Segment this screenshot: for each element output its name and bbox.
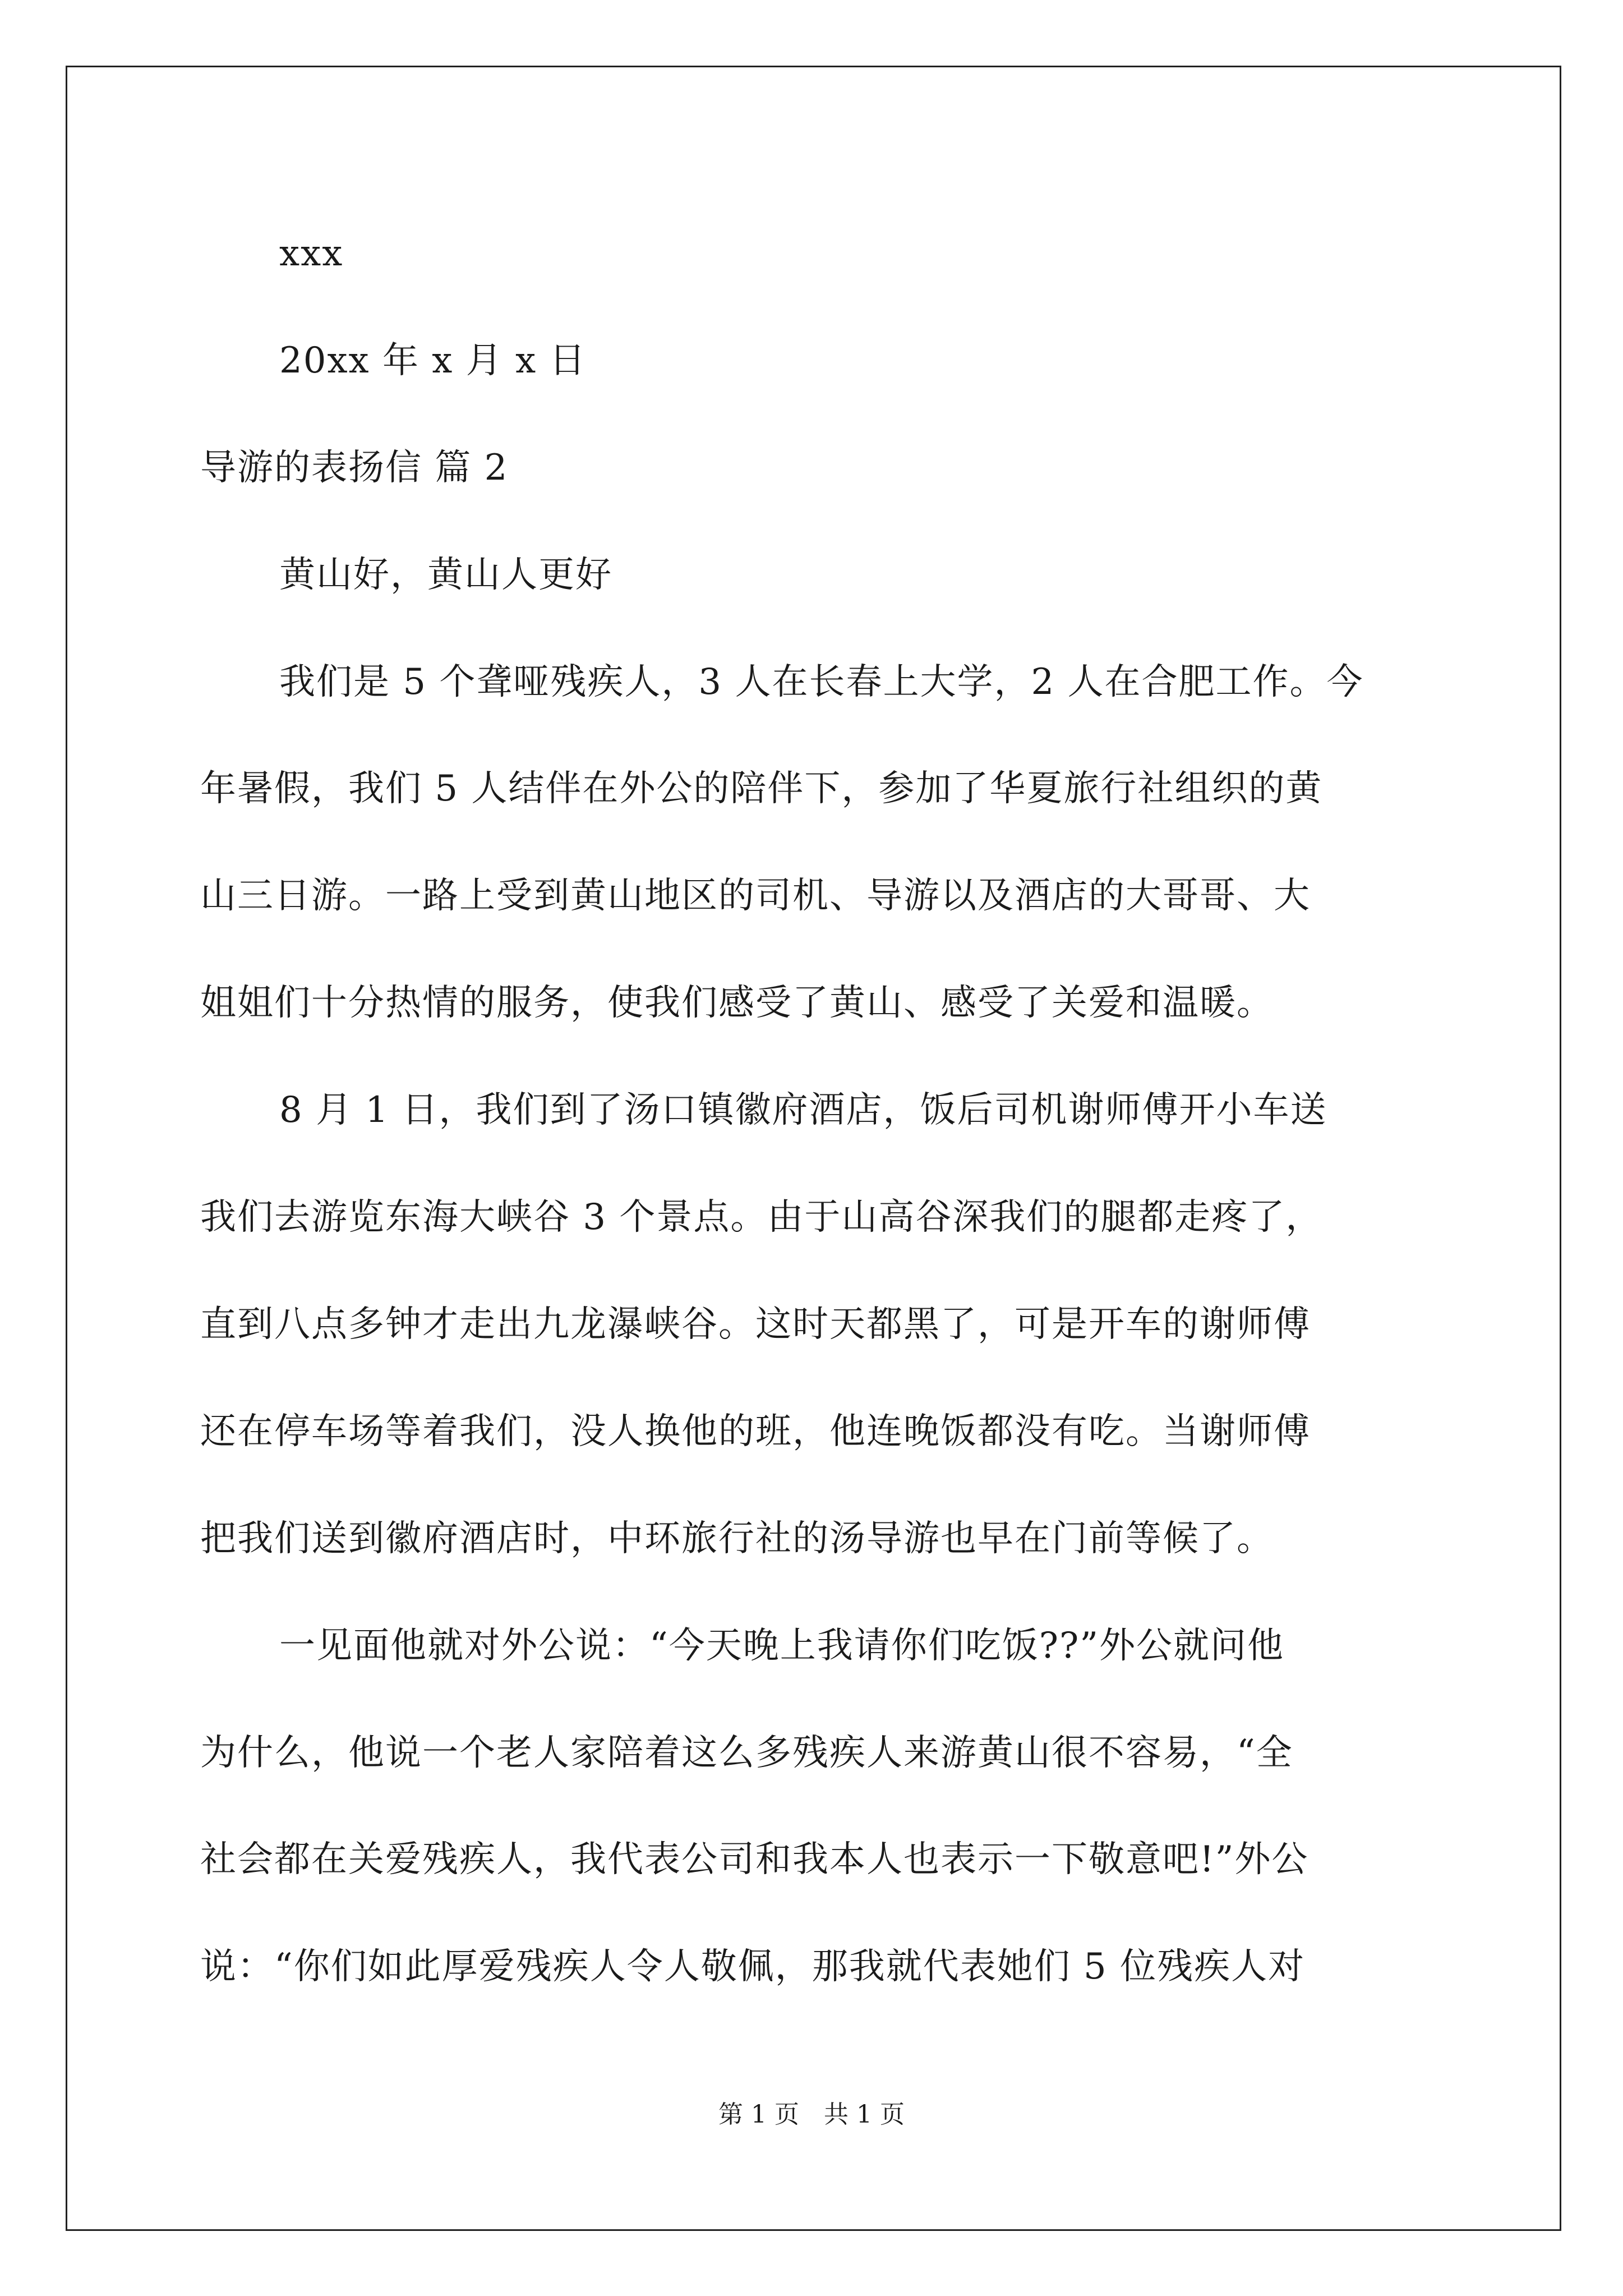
paragraph-3-line-4: 说：“你们如此厚爱残疾人令人敬佩，那我就代表她们 5 位残疾人对 [200,1946,1306,1987]
paragraph-2-line-2: 我们去游览东海大峡谷 3 个景点。由于山高谷深我们的腿都走疼了， [200,1197,1323,1238]
date-line: 20xx 年 x 月 x 日 [279,340,587,381]
paragraph-1-line-1: 我们是 5 个聋哑残疾人，3 人在长春上大学，2 人在合肥工作。今 [279,661,1364,703]
paragraph-1-line-3: 山三日游。一路上受到黄山地区的司机、导游以及酒店的大哥哥、大 [200,875,1311,917]
paragraph-2-line-4: 还在停车场等着我们，没人换他的班，他连晚饭都没有吃。当谢师傅 [200,1411,1311,1452]
paragraph-2-line-5: 把我们送到徽府酒店时，中环旅行社的汤导游也早在门前等候了。 [200,1518,1274,1559]
paragraph-3-line-3: 社会都在关爱残疾人，我代表公司和我本人也表示一下敬意吧!”外公 [200,1839,1309,1880]
paragraph-3-line-1: 一见面他就对外公说：“今天晚上我请你们吃饭??”外公就问他 [279,1625,1285,1667]
paragraph-1-line-4: 姐姐们十分热情的服务，使我们感受了黄山、感受了关爱和温暖。 [200,982,1274,1024]
section-title: 导游的表扬信 篇 2 [200,447,509,489]
paragraph-3-line-2: 为什么，他说一个老人家陪着这么多残疾人来游黄山很不容易，“全 [200,1732,1293,1774]
heading: 黄山好，黄山人更好 [279,554,612,596]
paragraph-2-line-1: 8 月 1 日，我们到了汤口镇徽府酒店，饭后司机谢师傅开小车送 [279,1089,1327,1131]
page-border [66,66,1561,2231]
paragraph-1-line-2: 年暑假，我们 5 人结伴在外公的陪伴下，参加了华夏旅行社组织的黄 [200,768,1323,809]
paragraph-2-line-3: 直到八点多钟才走出九龙瀑峡谷。这时天都黑了，可是开车的谢师傅 [200,1304,1311,1345]
signature: xxx [279,233,344,274]
page-number-footer: 第 1 页 共 1 页 [718,2100,905,2129]
